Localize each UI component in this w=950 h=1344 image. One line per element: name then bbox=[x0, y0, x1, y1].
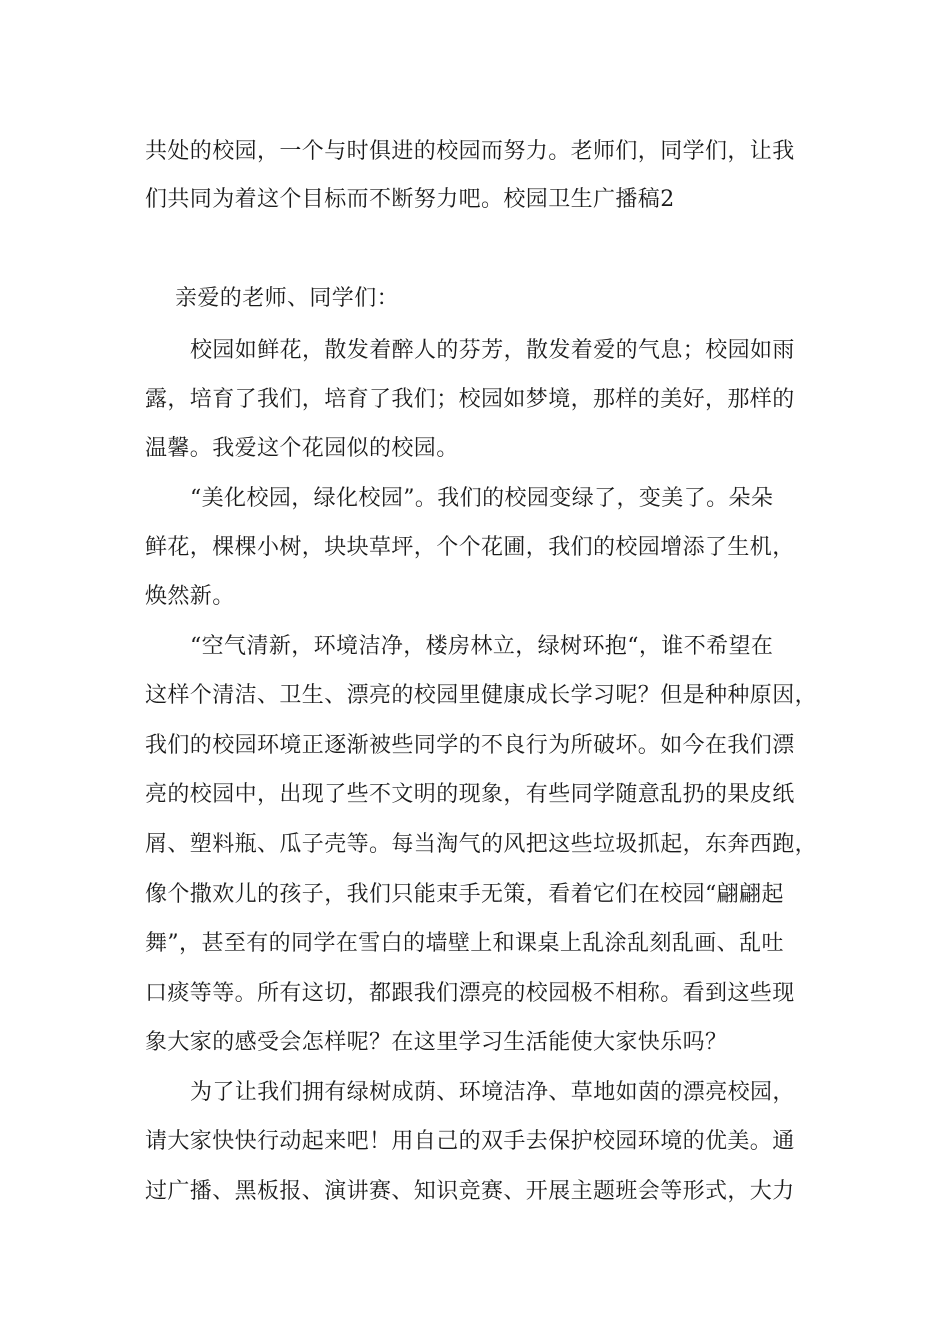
text-line: 口痰等等。所有这切，都跟我们漂亮的校园极不相称。看到这些现 bbox=[145, 981, 795, 1006]
text-line: 舞”，甚至有的同学在雪白的墙壁上和课桌上乱涂乱刻乱画、乱吐 bbox=[145, 931, 784, 956]
text-line: 请大家快快行动起来吧！用自己的双手去保护校园环境的优美。通 bbox=[145, 1129, 795, 1154]
salutation: 亲爱的老师、同学们： bbox=[175, 286, 400, 311]
text-line: 鲜花，棵棵小树，块块草坪，个个花圃，我们的校园增添了生机， bbox=[145, 535, 795, 560]
text-line: “美化校园，绿化校园”。我们的校园变绿了，变美了。朵朵 bbox=[190, 486, 774, 511]
text-line: 像个撒欢儿的孩子，我们只能束手无策，看着它们在校园“翩翩起 bbox=[145, 882, 784, 907]
text-line: 象大家的感受会怎样呢？在这里学习生活能使大家快乐吗？ bbox=[145, 1030, 728, 1055]
text-line: 温馨。我爱这个花园似的校园。 bbox=[145, 436, 459, 461]
text-line: 校园如鲜花，散发着醉人的芬芳，散发着爱的气息；校园如雨 bbox=[190, 338, 795, 363]
text-line: 屑、塑料瓶、瓜子壳等。每当淘气的风把这些垃圾抓起，东奔西跑， bbox=[145, 832, 818, 857]
text-line: 焕然新。 bbox=[145, 584, 235, 609]
text-line: 过广播、黑板报、演讲赛、知识竞赛、开展主题班会等形式，大力 bbox=[145, 1179, 795, 1204]
text-line: 亮的校园中，出现了些不文明的现象，有些同学随意乱扔的果皮纸 bbox=[145, 782, 795, 807]
text-line: 这样个清洁、卫生、漂亮的校园里健康成长学习呢？但是种种原因， bbox=[145, 683, 818, 708]
text-line: 们共同为着这个目标而不断努力吧。校园卫生广播稿2 bbox=[145, 187, 675, 212]
text-line: “空气清新，环境洁净，楼房林立，绿树环抱“，谁不希望在 bbox=[190, 634, 774, 659]
text-line: 露，培育了我们，培育了我们；校园如梦境，那样的美好，那样的 bbox=[145, 387, 795, 412]
text-line: 为了让我们拥有绿树成荫、环境洁净、草地如茵的漂亮校园， bbox=[190, 1080, 795, 1105]
text-line: 共处的校园，一个与时俱进的校园而努力。老师们，同学们，让我 bbox=[145, 139, 795, 164]
text-line: 我们的校园环境正逐渐被些同学的不良行为所破坏。如今在我们漂 bbox=[145, 733, 795, 758]
